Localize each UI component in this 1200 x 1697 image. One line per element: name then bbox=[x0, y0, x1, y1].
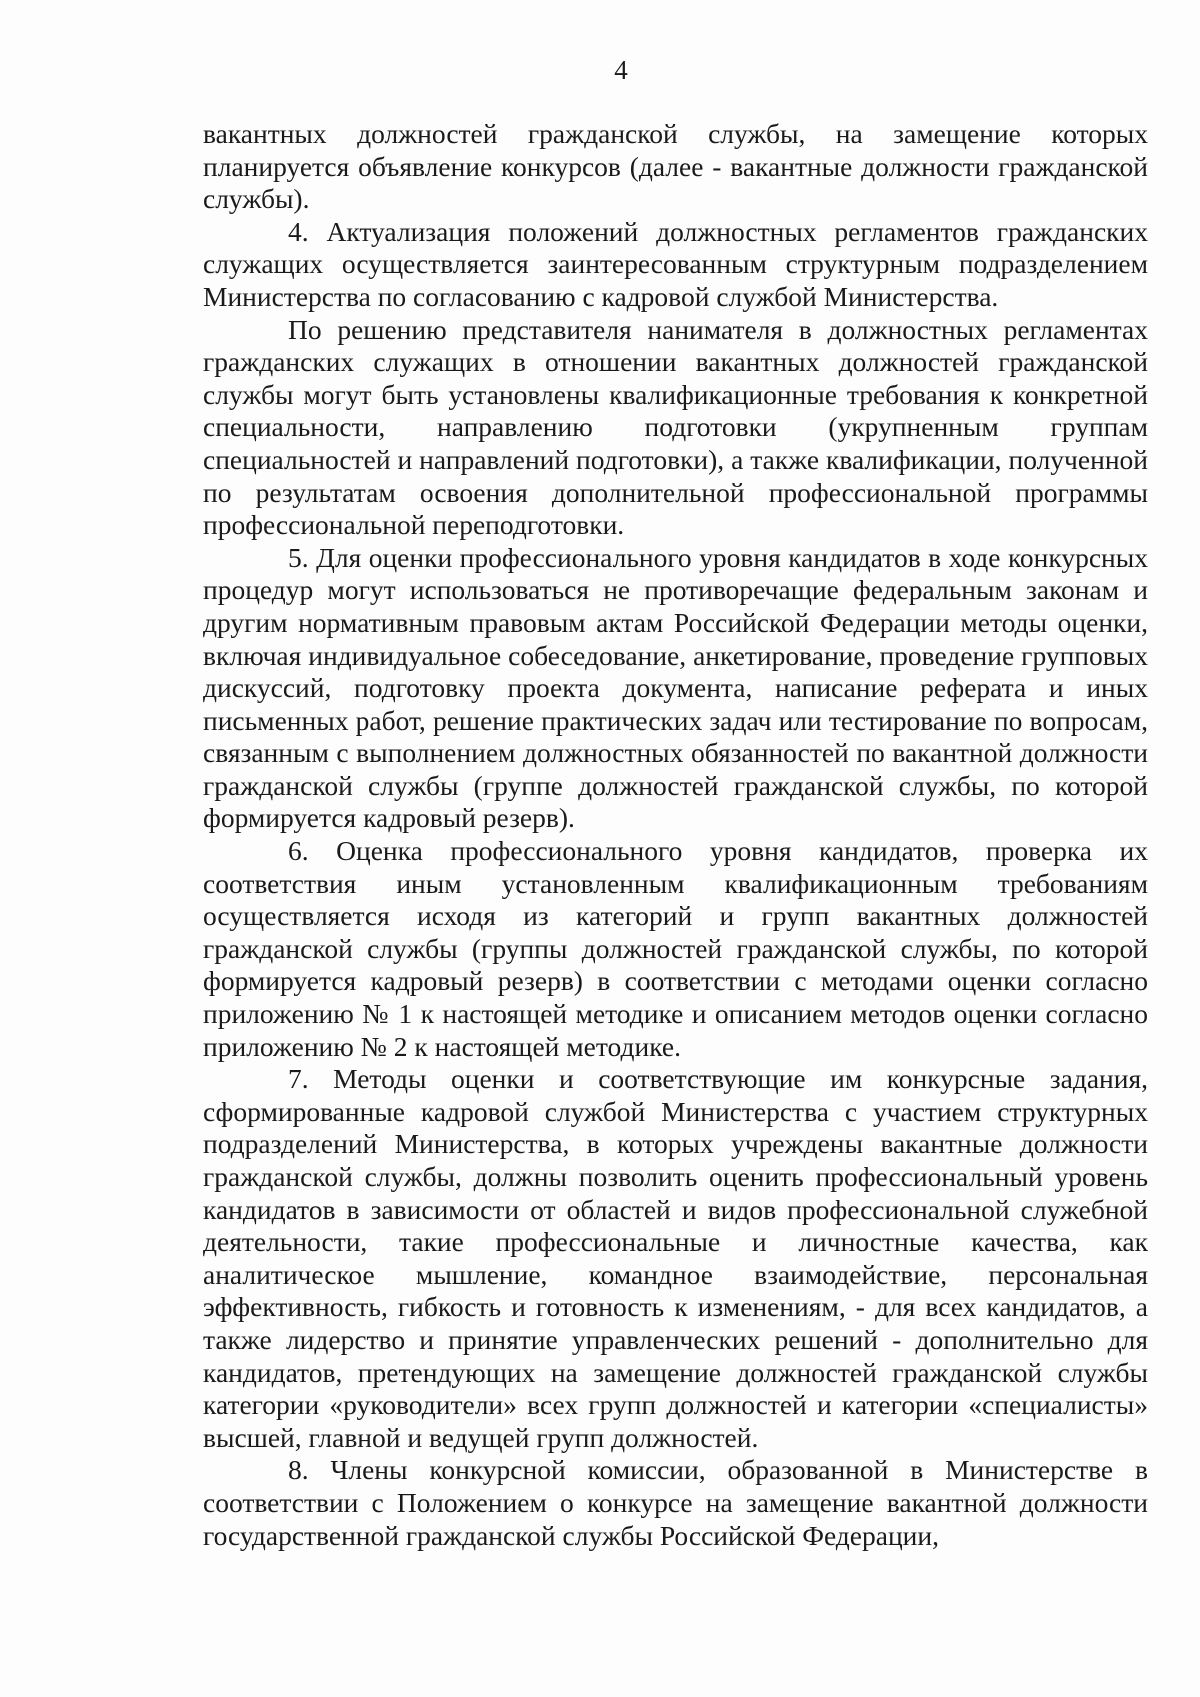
paragraph-item-8: 8. Члены конкурсной комиссии, образованной в Министерстве в соответствии с Положением о конкурсе на замещение вакантной должности государственной гражданской службы Российской Федерации, bbox=[203, 1454, 1148, 1551]
paragraph-item-6: 6. Оценка профессионального уровня кандидатов, проверка их соответствия иным установленным квалификационным требованиям осуществляется исходя из категорий и групп вакантных должностей гражданской службы (группы должностей гражданской службы, по которой формируется кадровый резерв) в соответствии с методами оценки согласно приложению № 1 к настоящей методике и описанием методов оценки согласно приложению № 2 к настоящей методике. bbox=[203, 835, 1148, 1062]
paragraph-item-7: 7. Методы оценки и соответствующие им конкурсные задания, сформированные кадровой службой Министерства с участием структурных подразделений Министерства, в которых учреждены вакантные должности гражданской службы, должны позволить оценить профессиональный уровень кандидатов в зависимости от областей и видов профессиональной служебной деятельности, такие профессиональные и личностные качества, как аналитическое мышление, командное взаимодействие, персональная эффективность, гибкость и готовность к изменениям, - для всех кандидатов, а также лидерство и принятие управленческих решений - дополнительно для кандидатов, претендующих на замещение должностей гражданской службы категории «руководители» всех групп должностей и категории «специалисты» высшей, главной и ведущей групп должностей. bbox=[203, 1063, 1148, 1453]
paragraph-employer-decision: По решению представителя нанимателя в должностных регламентах гражданских служащих в отношении вакантных должностей гражданской службы могут быть установлены квалификационные требования к конкретной специальности, направлению подготовки (укрупненным группам специальностей и направлений подготовки), а также квалификации, полученной по результатам освоения дополнительной профессиональной программы профессиональной переподготовки. bbox=[203, 313, 1148, 541]
paragraph-item-5: 5. Для оценки профессионального уровня кандидатов в ходе конкурсных процедур могут использоваться не противоречащие федеральным законам и другим нормативным правовым актам Российской Федерации методы оценки, включая индивидуальное собеседование, анкетирование, проведение групповых дискуссий, подготовку проекта документа, написание реферата и иных письменных работ, решение практических задач или тестирование по вопросам, связанным с выполнением должностных обязанностей по вакантной должности гражданской службы (группе должностей гражданской службы, по которой формируется кадровый резерв). bbox=[203, 541, 1148, 834]
paragraph-continuation: вакантных должностей гражданской службы, на замещение которых планируется объявление конкурсов (далее - вакантные должности гражданской службы). bbox=[203, 118, 1148, 215]
document-body bbox=[203, 118, 1148, 1552]
paragraph-item-4: 4. Актуализация положений должностных регламентов гражданских служащих осуществляется заинтересованным структурным подразделением Министерства по согласованию с кадровой службой Министерства. bbox=[203, 215, 1148, 312]
page-number: 4 bbox=[614, 55, 628, 85]
